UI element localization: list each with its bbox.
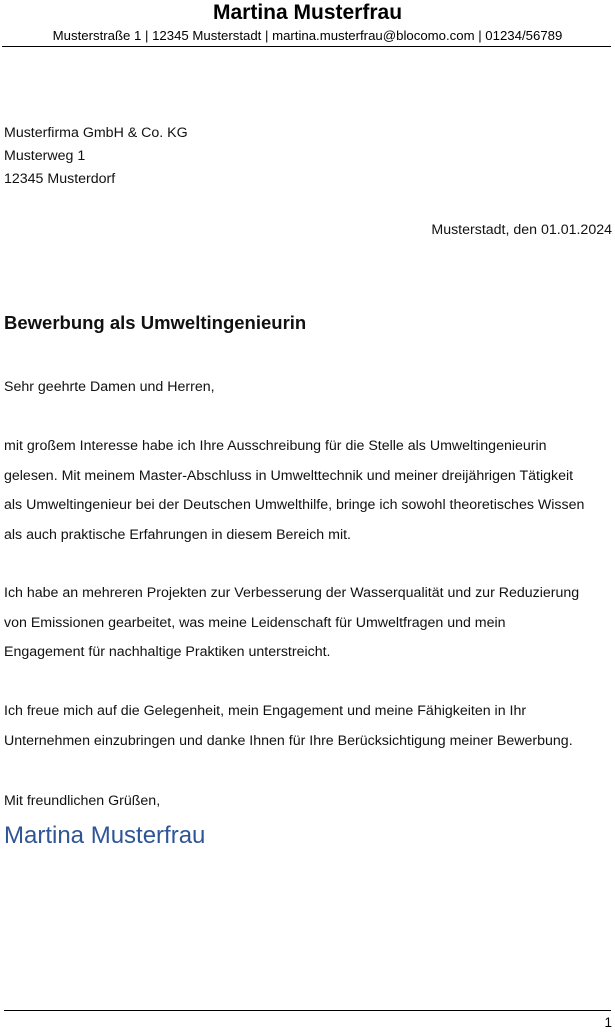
paragraph-line: als auch praktische Erfahrungen in diesem Bereich mit. (4, 526, 351, 543)
recipient-address (4, 122, 188, 191)
paragraph-line: mit großem Interesse habe ich Ihre Ausschreibung für die Stelle als Umweltingenieurin (4, 438, 547, 454)
body-paragraph-2 (4, 579, 612, 668)
paragraph-line: Engagement für nachhaltige Praktiken unterstreicht. (4, 644, 331, 660)
paragraph-line: Unternehmen einzubringen und danke Ihnen für Ihre Berücksichtigung meiner Bewerbung. (4, 732, 573, 749)
recipient-company: Musterfirma GmbH & Co. KG (4, 125, 188, 141)
paragraph-line: von Emissionen gearbeitet, was meine Leidenschaft für Umweltfragen und mein (4, 614, 506, 631)
page-number: 1 (604, 1015, 612, 1030)
body-paragraph-1 (4, 432, 612, 550)
date-line: Musterstadt, den 01.01.2024 (431, 222, 612, 238)
signature: Martina Musterfrau (4, 822, 206, 849)
header-divider (2, 46, 611, 47)
recipient-city: 12345 Musterdorf (4, 171, 116, 187)
sender-name: Martina Musterfrau (212, 1, 403, 24)
paragraph-line: Ich freue mich auf die Gelegenheit, mein Engagement und meine Fähigkeiten in Ihr (4, 703, 527, 719)
paragraph-line: Ich habe an mehreren Projekten zur Verbesserung der Wasserqualität und zur Reduzierung (4, 585, 580, 601)
sender-contact-line: Musterstraße 1 | 12345 Musterstadt | martina.musterfrau@blocomo.com | 01234/56789 (52, 28, 563, 43)
body-paragraph-3 (4, 697, 612, 756)
closing-phrase: Mit freundlichen Grüßen, (4, 793, 161, 809)
footer-divider (4, 1010, 611, 1011)
paragraph-line: als Umweltingenieur bei der Deutschen Umwelthilfe, bringe ich sowohl theoretisches Wissen (4, 497, 585, 513)
salutation: Sehr geehrte Damen und Herren, (4, 379, 215, 395)
recipient-street: Musterweg 1 (4, 148, 86, 164)
paragraph-line: gelesen. Mit meinem Master-Abschluss in Umwelttechnik und meiner dreijährigen Tätigkeit (4, 467, 574, 484)
subject-line: Bewerbung als Umweltingenieurin (4, 312, 307, 333)
